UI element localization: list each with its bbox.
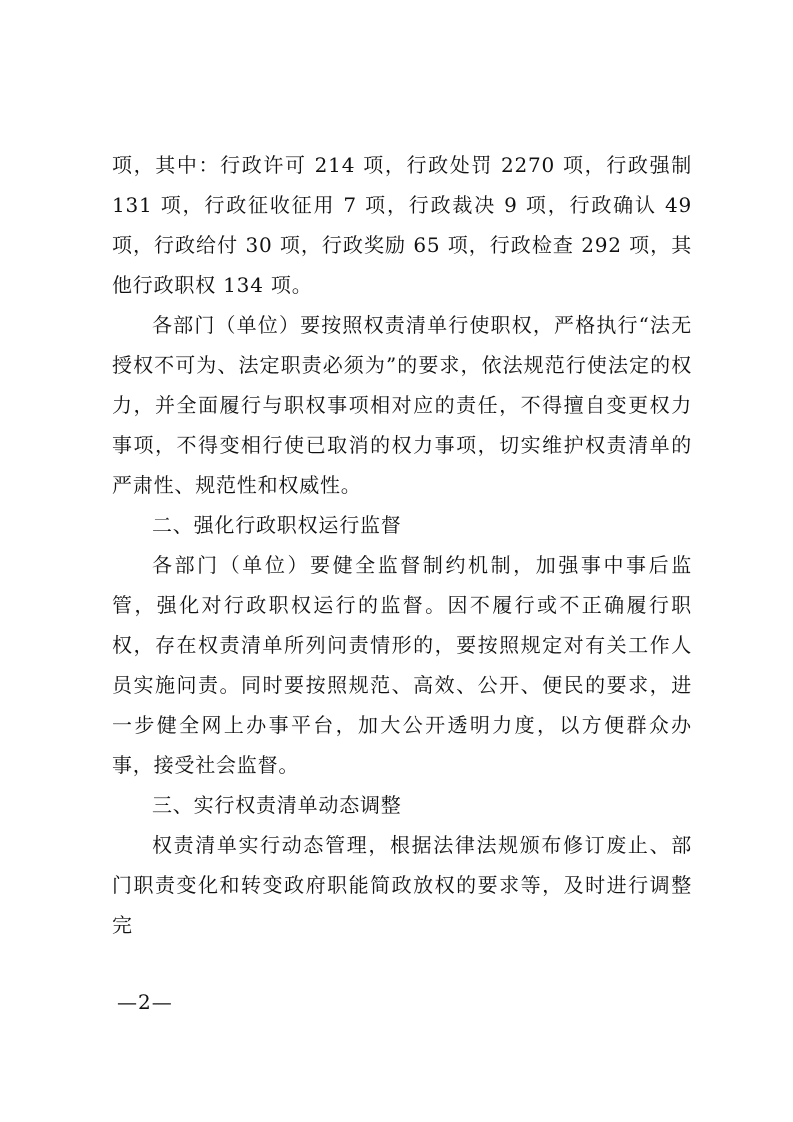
document-body (112, 145, 692, 945)
section-heading-dynamic-adjustment: 三、实行权责清单动态调整 (152, 793, 402, 817)
paragraph-exercise-powers: 各部门（单位）要按照权责清单行使职权，严格执行“法无授权不可为、法定职责必须为”的要求，依法规范行使法定的权力，并全面履行与职权事项相对应的责任，不得擅自变更权力事项，不得变相行使已取消的权力事项，切实维护权责清单的严肃性、规范性和权威性。 (112, 313, 692, 497)
page-number: —2— (117, 990, 173, 1014)
paragraph-power-counts: 项，其中：行政许可 214 项，行政处罚 2270 项，行政强制 131 项，行政征收征用 7 项，行政裁决 9 项，行政确认 49 项，行政给付 30 项，行政奖励 65 项，行政检查 292 项，其他行政职权 134 项。 (112, 153, 692, 297)
paragraph-dynamic-adjustment: 权责清单实行动态管理，根据法律法规颁布修订废止、部门职责变化和转变政府职能简政放权的要求等，及时进行调整完 (112, 833, 692, 937)
paragraph-supervision: 各部门（单位）要健全监督制约机制，加强事中事后监管，强化对行政职权运行的监督。因不履行或不正确履行职权，存在权责清单所列问责情形的，要按照规定对有关工作人员实施问责。同时要按照规范、高效、公开、便民的要求，进一步健全网上办事平台，加大公开透明力度，以方便群众办事，接受社会监督。 (112, 553, 692, 777)
section-heading-supervision: 二、强化行政职权运行监督 (152, 513, 402, 537)
